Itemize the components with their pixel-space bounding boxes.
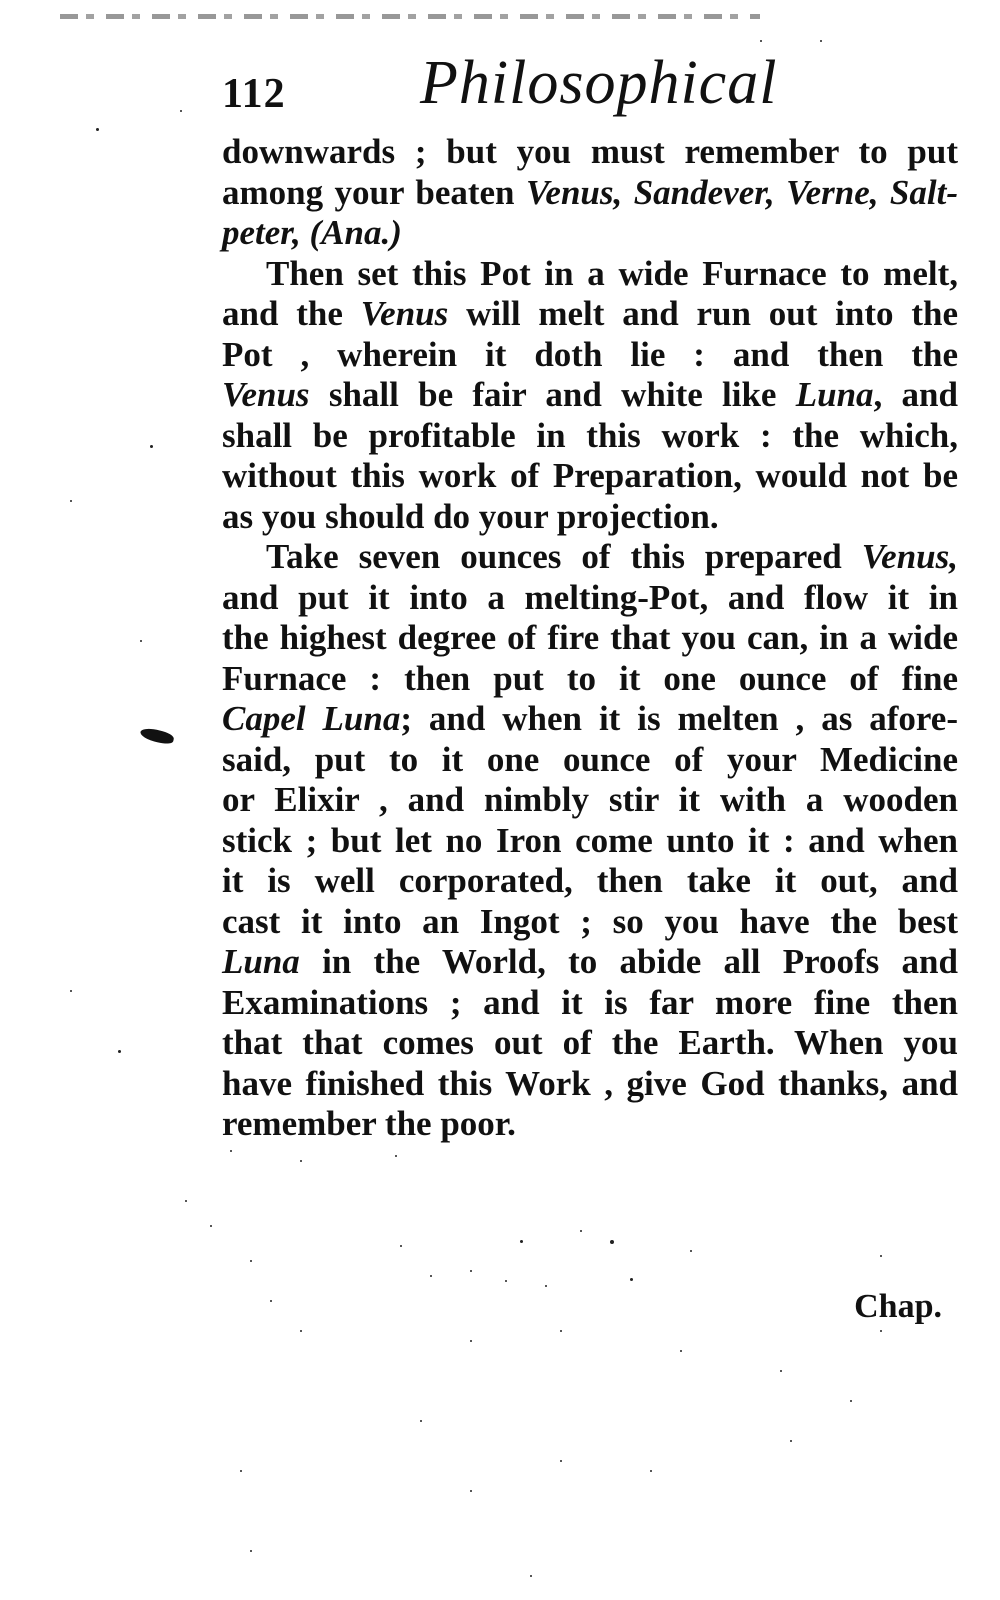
text-segment: Then set this Pot in a wide Furnace to melt, [266,253,958,293]
margin-ink-blot [139,727,175,746]
text-segment: Pot , wherein it doth lie : and then the [222,334,958,374]
paper-speck [820,40,822,42]
page-number: 112 [222,71,286,117]
text-segment: and the [222,294,361,333]
text-segment: in the World, to abide all Proofs and [299,942,958,981]
italic-text: Venus, Sandever, Verne, Salt- [525,172,958,212]
text-segment: among your beaten [222,172,526,212]
text-line [222,740,958,781]
text-segment: ; and when it is melten , as afore- [400,699,958,738]
running-title: Philosophical [420,49,778,117]
italic-text: peter, (Ana.) [222,213,402,252]
paper-speck [300,1330,302,1332]
text-segment: have finished this Work , give God thanks, and [222,1063,958,1103]
text-segment: and put it into a melting-Pot, and flow it in [222,577,958,617]
paper-speck [400,1245,402,1247]
text-line [222,699,958,740]
text-line [222,132,958,173]
text-line [222,618,958,659]
text-line [222,456,958,497]
paper-speck [270,1300,272,1302]
text-line [222,578,958,619]
paper-speck [880,1330,882,1332]
text-line [222,780,958,821]
paper-speck [430,1275,432,1277]
text-line [222,375,958,416]
text-segment: that that comes out of the Earth. When you [222,1023,958,1062]
paper-speck [150,445,153,448]
paper-speck [240,1470,242,1472]
text-segment: Examinations ; and it is far more fine then [222,982,958,1022]
paper-speck [650,1470,652,1472]
text-segment: said, put to it one ounce of your Medicine [222,739,958,779]
paper-speck [470,1270,472,1272]
paper-speck [70,990,72,992]
text-line [222,1023,958,1064]
italic-text: Luna [222,942,300,981]
text-line [222,821,958,862]
paper-speck [230,1150,232,1152]
paper-speck [780,1370,782,1372]
paper-speck [760,40,762,42]
paper-speck [850,1400,852,1402]
paper-speck [210,1225,212,1227]
paper-speck [180,110,182,112]
paper-speck [520,1240,523,1243]
paper-speck [185,1200,187,1202]
catchword: Chap. [854,1288,942,1325]
text-line [222,254,958,295]
paper-speck [96,128,99,131]
paper-speck [70,500,72,502]
paper-speck [610,1240,614,1244]
text-line [222,659,958,700]
text-segment: the highest degree of fire that you can, in a wide [222,618,958,657]
text-segment: without this work of Preparation, would not be [222,456,958,495]
text-segment: as you should do your projection. [222,496,719,536]
paper-speck [300,1160,302,1162]
paper-speck [545,1285,547,1287]
text-segment: Furnace : then put to it one ounce of fine [222,658,958,698]
text-segment: remember the poor. [222,1104,516,1143]
paper-speck [580,1230,582,1232]
text-line [222,1064,958,1105]
text-segment: stick ; but let no Iron come unto it : and when [222,820,958,860]
body-text [222,132,958,1145]
text-segment: will melt and run out into the [448,294,958,333]
paper-speck [140,640,142,642]
paper-speck [880,1255,882,1257]
text-line [222,173,958,214]
paper-speck [790,1440,792,1442]
paper-speck [560,1330,562,1332]
text-segment: shall be fair and white like [309,375,796,414]
text-segment: or Elixir , and nimbly stir it with a wooden [222,780,958,819]
text-segment: Take seven ounces of this prepared [266,537,862,576]
text-line [222,902,958,943]
paper-speck [630,1278,633,1281]
text-line [222,294,958,335]
paper-speck [250,1550,252,1552]
text-segment: shall be profitable in this work : the which, [222,415,958,455]
text-line [222,213,958,254]
italic-text: Venus [222,375,310,414]
italic-text: Capel Luna [222,699,401,738]
paper-speck [690,1250,692,1252]
text-line [222,942,958,983]
paper-speck [250,1260,252,1262]
top-edge-bleed [60,14,760,19]
text-segment: cast it into an Ingot ; so you have the best [222,901,958,941]
paper-speck [530,1575,532,1577]
italic-text: Venus, [861,537,958,576]
text-line [222,983,958,1024]
italic-text: Luna [795,375,874,414]
paper-speck [470,1490,472,1492]
paper-speck [680,1350,682,1352]
paper-speck [560,1460,562,1462]
paper-speck [395,1155,397,1157]
text-line [222,497,958,538]
italic-text: Venus [360,294,449,333]
text-line [222,537,958,578]
paper-speck [118,1050,121,1053]
paper-speck [470,1340,472,1342]
text-line [222,416,958,457]
running-head [222,48,952,128]
paper-speck [420,1420,422,1422]
text-segment: downwards ; but you must remember to put [222,132,958,171]
text-line [222,1104,958,1145]
paper-speck [505,1280,507,1282]
text-segment: , and [873,375,958,414]
text-line [222,335,958,376]
text-line [222,861,958,902]
text-segment: it is well corporated, then take it out, and [222,861,958,900]
